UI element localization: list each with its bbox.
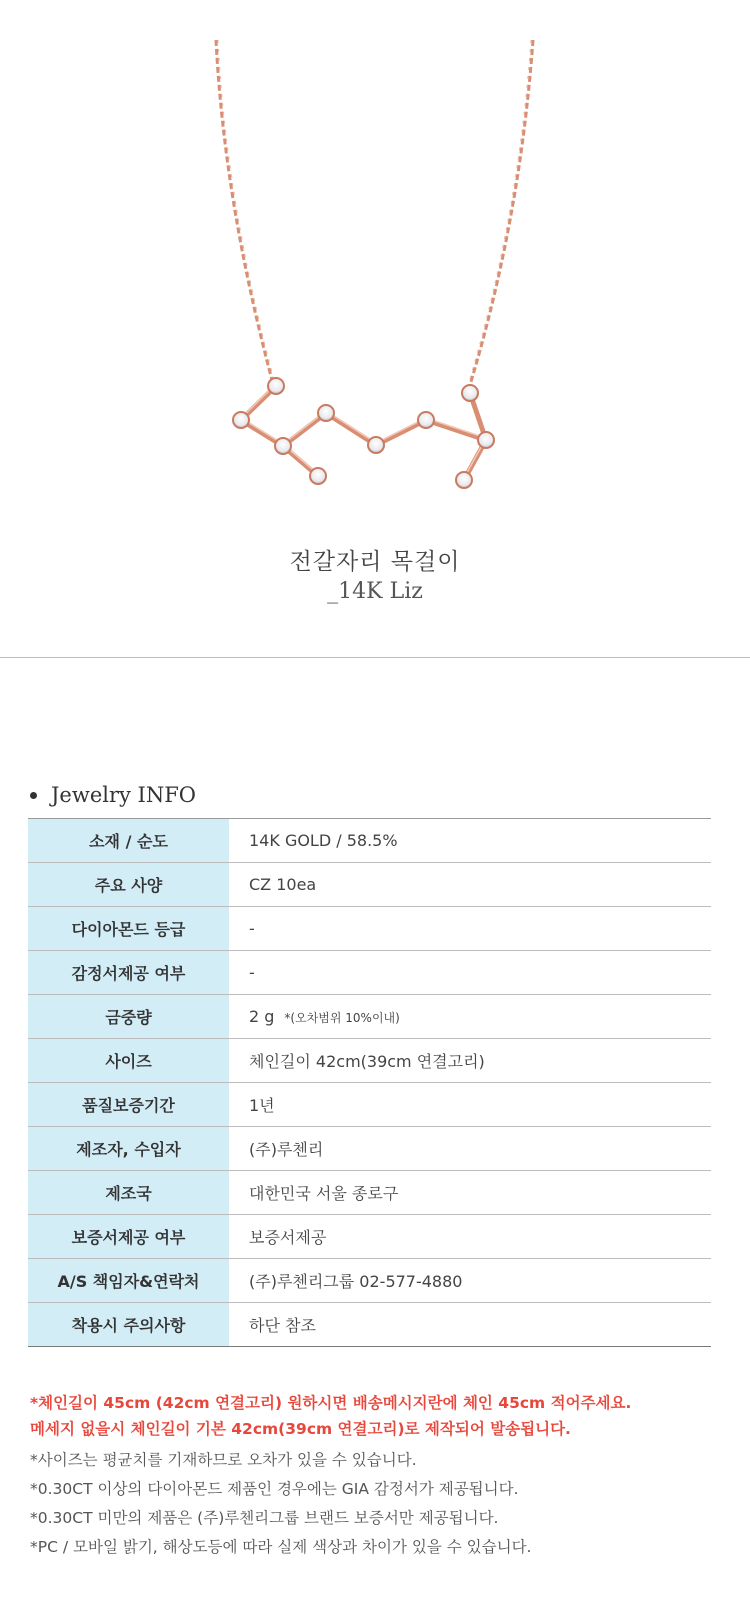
row-label: 감정서제공 여부 bbox=[28, 951, 229, 995]
row-value bbox=[229, 995, 711, 1039]
row-value: 체인길이 42cm(39cm 연결고리) bbox=[229, 1039, 711, 1083]
row-label: 주요 사양 bbox=[28, 863, 229, 907]
row-label: 소재 / 순도 bbox=[28, 819, 229, 863]
chain-length-notice: *체인길이 45cm (42cm 연결고리) 원하시면 배송메시지란에 체인 45cm 적어주세요. bbox=[30, 1394, 632, 1412]
constellation-necklace-icon bbox=[0, 0, 750, 520]
table-row bbox=[28, 1259, 711, 1303]
table-row bbox=[28, 951, 711, 995]
row-value: (주)루첸리그룹 02-577-4880 bbox=[229, 1259, 711, 1303]
jewelry-info-table bbox=[28, 818, 711, 1347]
row-label: 착용시 주의사항 bbox=[28, 1303, 229, 1347]
table-row bbox=[28, 1127, 711, 1171]
product-subtitle: _14K Liz bbox=[327, 579, 423, 604]
row-value: - bbox=[229, 907, 711, 951]
table-row bbox=[28, 1039, 711, 1083]
weight-value: 2 g bbox=[249, 1007, 275, 1026]
table-row bbox=[28, 863, 711, 907]
row-value: 14K GOLD / 58.5% bbox=[229, 819, 711, 863]
table-row bbox=[28, 1303, 711, 1347]
row-value: 1년 bbox=[229, 1083, 711, 1127]
jewelry-info-heading-text: Jewelry INFO bbox=[51, 783, 197, 807]
table-row bbox=[28, 1083, 711, 1127]
section-divider bbox=[0, 657, 750, 658]
row-label: 제조자, 수입자 bbox=[28, 1127, 229, 1171]
table-row bbox=[28, 995, 711, 1039]
jewelry-info-heading bbox=[30, 783, 196, 807]
row-label: 품질보증기간 bbox=[28, 1083, 229, 1127]
table-row bbox=[28, 907, 711, 951]
row-label: A/S 책임자&연락처 bbox=[28, 1259, 229, 1303]
default-chain-notice: 메세지 없을시 체인길이 기본 42cm(39cm 연결고리)로 제작되어 발송됩니다. bbox=[30, 1420, 571, 1438]
row-label: 제조국 bbox=[28, 1171, 229, 1215]
row-value: 하단 참조 bbox=[229, 1303, 711, 1347]
bullet-icon bbox=[30, 792, 37, 799]
notice-line: *사이즈는 평균치를 기재하므로 오차가 있을 수 있습니다. bbox=[30, 1451, 417, 1469]
table-row bbox=[28, 819, 711, 863]
row-label: 다이아몬드 등급 bbox=[28, 907, 229, 951]
weight-note: *(오차범위 10%이내) bbox=[284, 1011, 400, 1025]
notice-section bbox=[30, 1390, 730, 1562]
notice-line: *0.30CT 이상의 다이아몬드 제품인 경우에는 GIA 감정서가 제공됩니다. bbox=[30, 1480, 519, 1498]
notice-line: *PC / 모바일 밝기, 해상도등에 따라 실제 색상과 차이가 있을 수 있습니다. bbox=[30, 1538, 532, 1556]
notice-line: *0.30CT 미만의 제품은 (주)루첸리그룹 브랜드 보증서만 제공됩니다. bbox=[30, 1509, 499, 1527]
table-row bbox=[28, 1215, 711, 1259]
row-value: 대한민국 서울 종로구 bbox=[229, 1171, 711, 1215]
row-label: 사이즈 bbox=[28, 1039, 229, 1083]
row-label: 보증서제공 여부 bbox=[28, 1215, 229, 1259]
row-label: 금중량 bbox=[28, 995, 229, 1039]
row-value: - bbox=[229, 951, 711, 995]
row-value: CZ 10ea bbox=[229, 863, 711, 907]
row-value: (주)루첸리 bbox=[229, 1127, 711, 1171]
product-title: 전갈자리 목걸이 bbox=[289, 549, 461, 575]
table-row bbox=[28, 1171, 711, 1215]
row-value: 보증서제공 bbox=[229, 1215, 711, 1259]
